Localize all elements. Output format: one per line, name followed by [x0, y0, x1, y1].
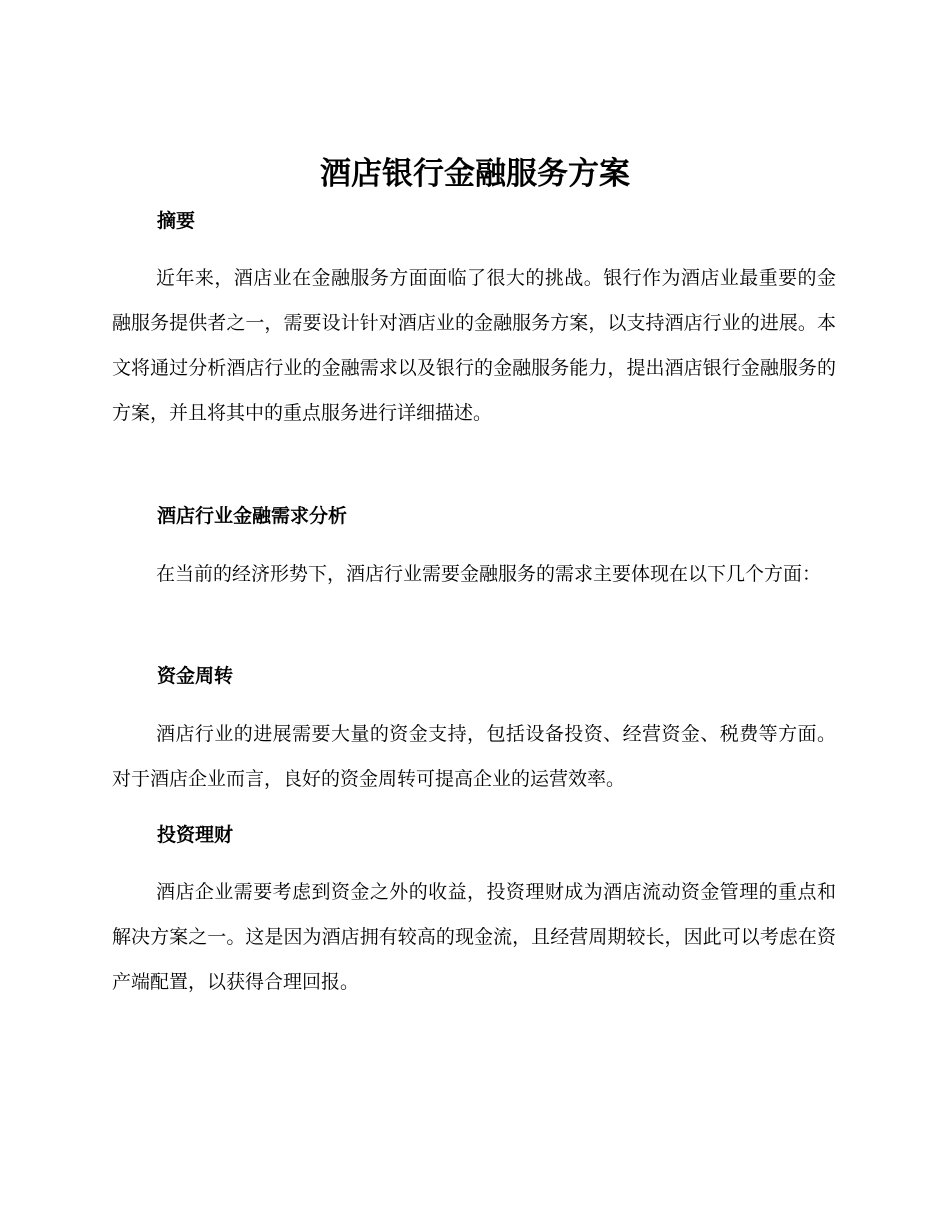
section-paragraph-demand-analysis: 在当前的经济形势下，酒店行业需要金融服务的需求主要体现在以下几个方面： [156, 563, 822, 585]
section-paragraph-fund-turnover: 酒店行业的进展需要大量的资金支持，包括设备投资、经营资金、税费等方面。对于酒店企业而言，良好的资金周转可提高企业的运营效率。 [112, 723, 836, 790]
section-paragraph-abstract: 近年来，酒店业在金融服务方面面临了很大的挑战。银行作为酒店业最重要的金融服务提供者之一，需要设计针对酒店业的金融服务方案，以支持酒店行业的进展。本文将通过分析酒店行业的金融需求以及银行的金融服务能力，提出酒店银行金融服务的方案，并且将其中的重点服务进行详细描述。 [112, 267, 836, 424]
section-heading-investment: 投资理财 [157, 824, 234, 846]
section-heading-demand-analysis: 酒店行业金融需求分析 [157, 505, 348, 527]
document-title: 酒店银行金融服务方案 [320, 156, 630, 192]
section-heading-fund-turnover: 资金周转 [157, 665, 234, 687]
section-heading-abstract: 摘要 [157, 210, 196, 232]
section-paragraph-investment: 酒店企业需要考虑到资金之外的收益，投资理财成为酒店流动资金管理的重点和解决方案之一。这是因为酒店拥有较高的现金流，且经营周期较长，因此可以考虑在资产端配置，以获得合理回报。 [112, 881, 836, 993]
